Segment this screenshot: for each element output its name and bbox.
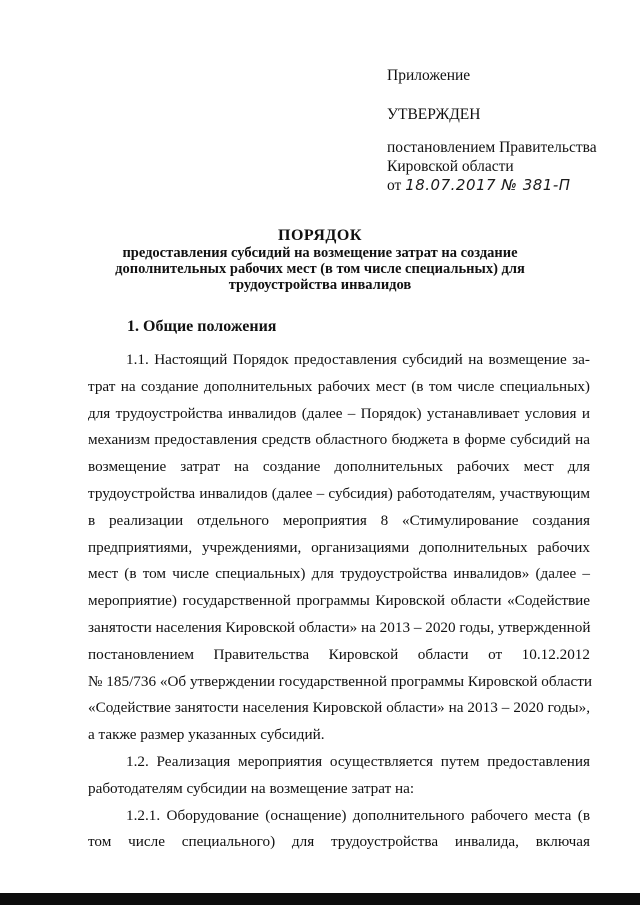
body-line-16: 1.2. Реализация мероприятия осуществляется путем предоставления — [126, 752, 590, 770]
title-main: ПОРЯДОК — [278, 227, 362, 244]
body-line-14: «Содействие занятости населения Кировской области» на 2013 – 2020 годы», — [88, 699, 590, 717]
body-line-1: 1.1. Настоящий Порядок предоставления субсидий на возмещение за- — [126, 351, 590, 368]
body-line-17: работодателям субсидии на возмещение затрат на: — [88, 779, 415, 797]
from-label: от — [387, 177, 402, 194]
body-line-7: в реализации отдельного мероприятия 8 «Стимулирование создания — [88, 511, 590, 529]
body-text — [88, 347, 593, 856]
handwritten-date-number: 18.07.2017 № 381-П — [405, 176, 571, 194]
body-line-8: предприятиями, учреждениями, организациями дополнительных рабочих — [88, 538, 590, 556]
body-line-6: трудоустройства инвалидов (далее – субсидия) работодателям, участвующим — [88, 484, 590, 502]
body-line-10: мероприятие) государственной программы Кировской области «Содействие — [88, 592, 590, 610]
body-line-13: № 185/736 «Об утверждении государственной программы Кировской области — [88, 672, 593, 690]
body-line-4: механизм предоставления средств областного бюджета в форме субсидий на — [88, 431, 590, 449]
decree-line-2: Кировской области — [387, 158, 514, 175]
body-line-12: постановлением Правительства Кировской области от 10.12.2012 — [88, 645, 590, 663]
body-line-11: занятости населения Кировской области» на 2013 – 2020 годы, утвержденной — [88, 618, 591, 636]
title-sub-line-3: трудоустройства инвалидов — [228, 277, 412, 293]
body-line-5: возмещение затрат на создание дополнительных рабочих мест для — [88, 458, 590, 476]
title-sub-line-1: предоставления субсидий на возмещение затрат на создание — [122, 245, 518, 261]
body-line-9: мест (в том числе специальных) для трудоустройства инвалидов» (далее – — [88, 565, 590, 583]
body-line-18: 1.2.1. Оборудование (оснащение) дополнительного рабочего места (в — [126, 806, 590, 824]
document-title — [0, 226, 640, 293]
body-line-2: трат на создание дополнительных рабочих мест (в том числе специальных) — [88, 377, 590, 395]
approval-block — [387, 66, 627, 195]
section-heading: 1. Общие положения — [127, 318, 277, 335]
decree-date-line — [387, 176, 627, 195]
title-sub-line-2: дополнительных рабочих мест (в том числе специальных) для — [115, 261, 525, 277]
body-line-3: для трудоустройства инвалидов (далее – Порядок) устанавливает условия и — [88, 404, 590, 422]
body-line-19: том числе специального) для трудоустройства инвалида, включая — [88, 833, 590, 851]
body-line-15: а также размер указанных субсидий. — [88, 726, 325, 744]
approved-label: УТВЕРЖДЕН — [387, 106, 481, 123]
appendix-label: Приложение — [387, 67, 471, 84]
decree-line-1: постановлением Правительства — [387, 139, 597, 156]
scan-bottom-edge — [0, 893, 640, 905]
